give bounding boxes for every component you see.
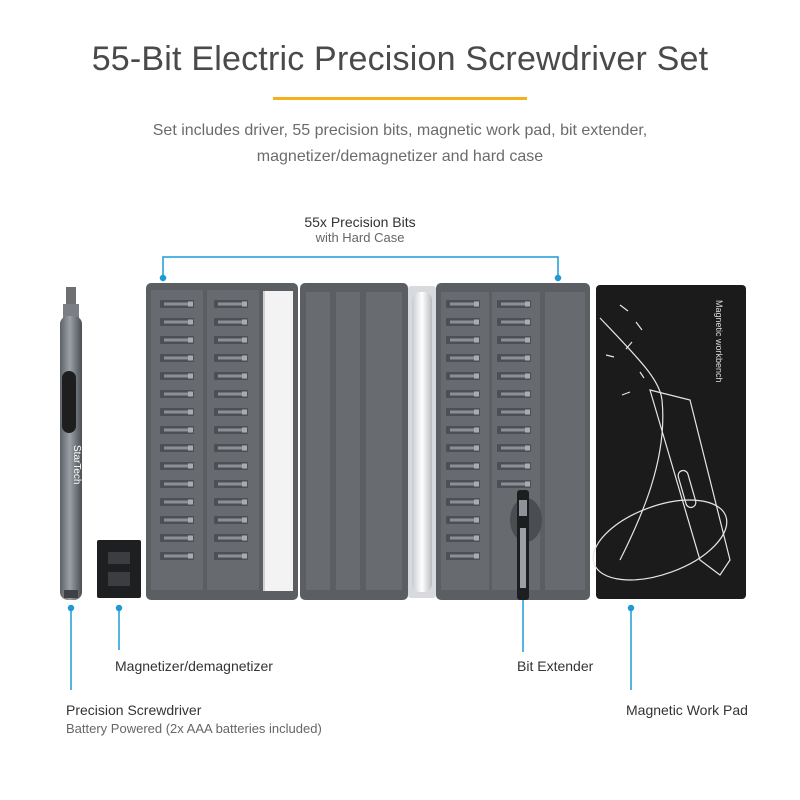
work-pad-label: Magnetic workbench xyxy=(714,300,724,383)
bits-callout-subtitle: with Hard Case xyxy=(315,230,405,245)
screwdriver-callout-title: Precision Screwdriver xyxy=(66,702,202,718)
bit-extender-callout: Bit Extender xyxy=(517,658,594,674)
screwdriver-callout-subtitle: Battery Powered (2x AAA batteries included) xyxy=(66,721,322,736)
bits-callout-title: 55x Precision Bits xyxy=(304,214,416,230)
screwdriver-brand: StarTech xyxy=(71,445,82,485)
magnetizer-block xyxy=(97,540,141,598)
magnetizer-callout: Magnetizer/demagnetizer xyxy=(115,658,273,674)
screwdriver-callout xyxy=(66,702,322,736)
precision-screwdriver xyxy=(60,287,82,600)
work-pad-callout: Magnetic Work Pad xyxy=(626,702,748,718)
bit-case-right xyxy=(436,283,590,600)
bits-callout xyxy=(260,214,460,245)
bits-bracket xyxy=(161,257,561,281)
page-title: 55-Bit Electric Precision Screwdriver Set xyxy=(91,40,709,78)
bit-case-left xyxy=(146,283,298,600)
bit-case-middle xyxy=(300,283,436,600)
magnetic-work-pad xyxy=(583,285,746,599)
callout-lines xyxy=(69,600,634,690)
subtitle-line-2: magnetizer/demagnetizer and hard case xyxy=(256,148,544,165)
subtitle-line-1: Set includes driver, 55 precision bits, magnetic work pad, bit extender, xyxy=(152,122,648,139)
